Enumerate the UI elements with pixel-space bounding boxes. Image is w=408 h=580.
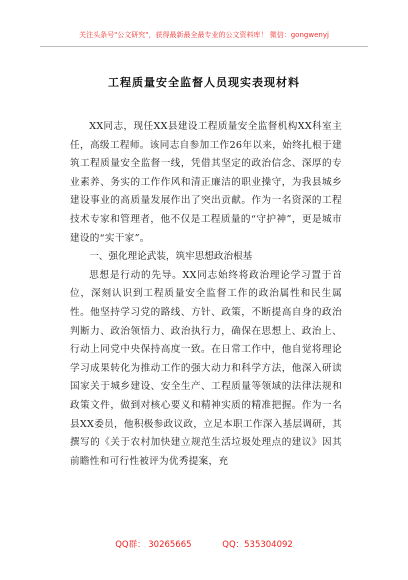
- header-note: 关注头条号"公文研究"，获得最新最全最专业的公文资料库！ 微信：gongwenyj: [79, 31, 329, 39]
- document-title: 工程质量安全监督人员现实表现材料: [108, 76, 300, 89]
- footer-qq-group: QQ群： 30265665: [115, 540, 192, 550]
- header-divider: [40, 46, 368, 47]
- intro-paragraph: XX同志，现任XX县建设工程质量安全监督机构XX科室主任，高级工程师。该同志自参加工作26年以来，始终扎根于建筑工程质量安全监督一线，凭借其坚定的政治信念、深厚的专业素养、务实的工作作风和清正廉洁的职业操守，为我县城乡建设事业的高质量发展作出了突出贡献。作为一名资深的工程技术专家和管理者，他不仅是工程质量的“守护神”，更是城市建设的“实干家”。: [70, 121, 342, 244]
- section-paragraph: 思想是行动的先导。XX同志始终将政治理论学习置于首位，深刻认识到工程质量安全监督工作的政治属性和民生属性。他坚持学习党的路线、方针、政策，不断提高自身的政治判断力、政治领悟力、政治执行力，确保在思想上、政治上、行动上同党中央保持高度一致。在日常工作中，他自觉将理论学习成果转化为推动工作的强大动力和科学方法，他深入研读国家关于城乡建设、安全生产、工程质量等领域的法律法规和政策文件，做到对核心要义和精神实质的精准把握。作为一名县XX委员，他积极参政议政，立足本职工作深入基层调研，其撰写的《关于农村加快建立规范生活垃圾处理点的建议》因其前瞻性和可行性被评为优秀提案，充: [70, 269, 342, 467]
- footer-qq: QQ：535304092: [222, 540, 293, 550]
- document-body: [70, 118, 342, 471]
- footer-contact: [0, 538, 408, 550]
- section-heading: 一、强化理论武装，筑牢思想政治根基: [89, 251, 253, 263]
